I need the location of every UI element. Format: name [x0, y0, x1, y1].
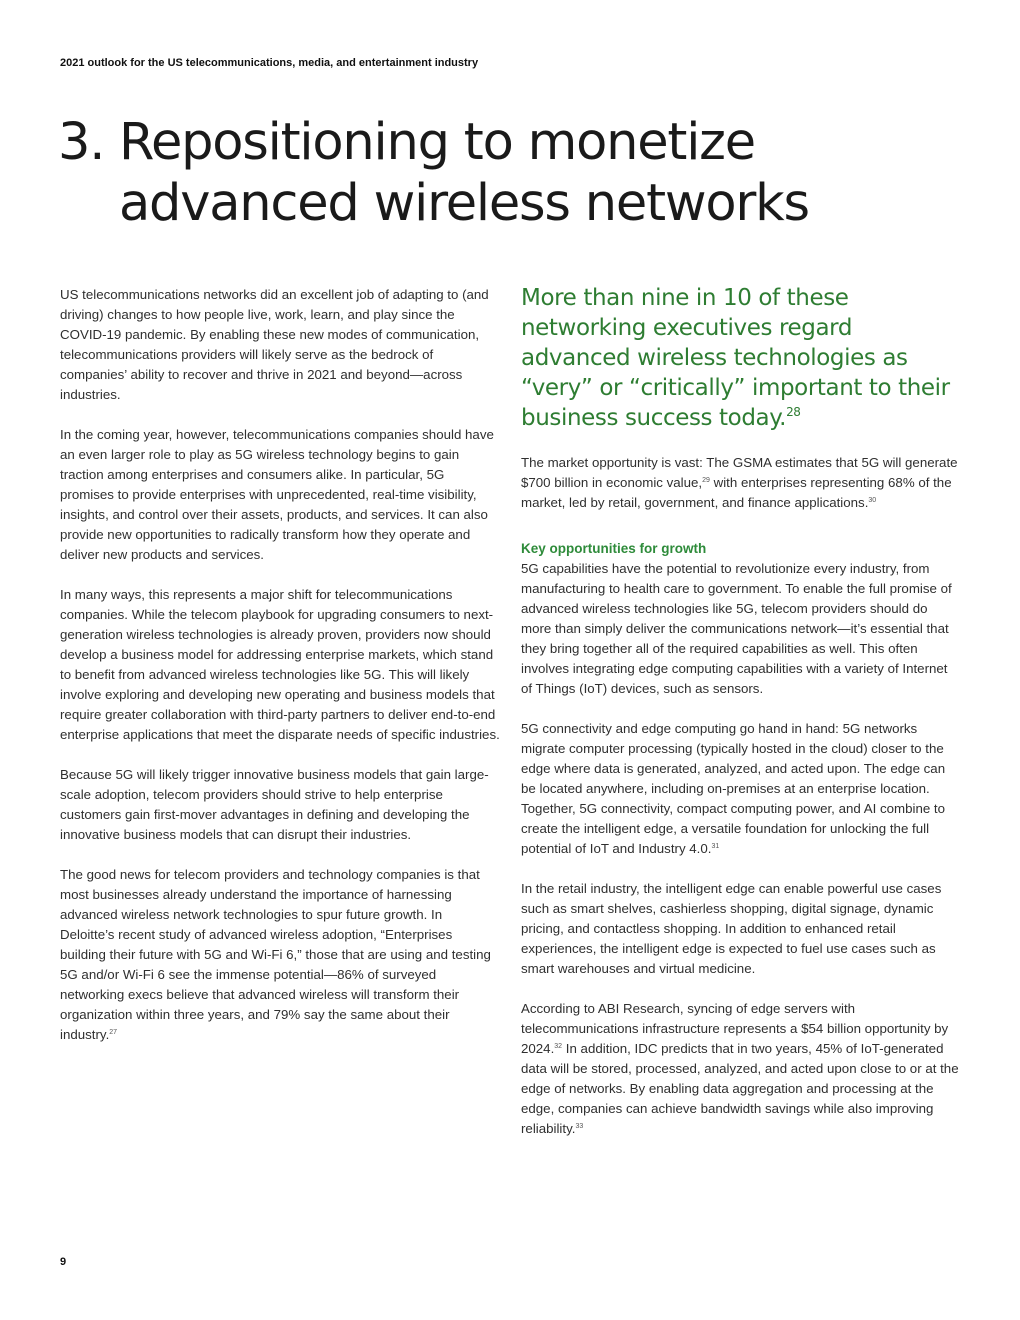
footnote-ref: 31 — [711, 843, 720, 850]
chapter-title-text: Repositioning to monetize advanced wireless networks — [119, 113, 809, 233]
good-news-text: The good news for telecom providers and technology companies is that most businesses already understand the importance of harnessing advanced wireless network technologies to spur future growth. In Deloitte’s recent study of advanced wireless adoption, “Enterprises building their future with 5G and Wi-Fi 6,” those that are using and testing 5G and/or Wi-Fi 6 see the immense potential—86% of surveyed networking execs believe that advanced wireless will transform their organization within three years, and 79% say the same about their industry. — [60, 867, 491, 1042]
paragraph-opportunities: 5G capabilities have the potential to revolutionize every industry, from manufacturing to health care to government. To enable the full promise of advanced wireless technologies like 5G, telecom providers should do more than simply deliver the communications network—it’s essential that they bring together all of the required capabilities as well. This often involves integrating edge computing capabilities with a variety of Internet of Things (IoT) devices, such as sensors. — [521, 561, 952, 696]
chapter-number: 3. — [58, 113, 105, 172]
paragraph-retail: In the retail industry, the intelligent edge can enable powerful use cases such as smart shelves, cashierless shopping, digital signage, dynamic pricing, and contactless shopping. In addition to enhanced retail experiences, the intelligent edge is expected to fuel use cases such as smart warehouses and virtual medicine. — [521, 881, 942, 976]
abi-text-a: According to ABI Research, syncing of edge servers with telecommunications infrastructure represents a $54 billion opportunity by 2024. — [521, 1001, 949, 1056]
chapter-title — [58, 112, 958, 234]
footnote-ref: 33 — [575, 1123, 584, 1130]
footnote-ref: 27 — [109, 1029, 118, 1036]
running-header: 2021 outlook for the US telecommunications, media, and entertainment industry — [60, 57, 479, 69]
left-column — [60, 285, 500, 1065]
paragraph-intro: US telecommunications networks did an excellent job of adapting to (and driving) changes to how people live, work, learn, and play since the COVID-19 pandemic. By enabling these new modes of communication, telecommunications providers will likely serve as the bedrock of companies’ ability to recover and thrive in 2021 and beyond—across industries. — [60, 287, 489, 402]
pull-quote-text: More than nine in 10 of these networking executives regard advanced wireless technologies as “very” or “critically” important to their business success today. — [521, 285, 950, 431]
abi-text-b: In addition, IDC predicts that in two years, 45% of IoT-generated data will be stored, processed, analyzed, and acted upon close to or at the edge of networks. By enabling data aggregation and processing at the edge, companies can achieve bandwidth savings while also improving reliability. — [521, 1041, 959, 1136]
paragraph-major-shift: In many ways, this represents a major shift for telecommunications companies. While the telecom playbook for upgrading consumers to next-generation wireless technologies is already proven, providers now should develop a business model for addressing enterprise markets, which stand to benefit from advanced wireless technologies like 5G. This will likely involve exploring and developing new operating and business models that require greater collaboration with third-party partners to deliver end-to-end enterprise applications that meet the disparate needs of specific industries. — [60, 587, 500, 742]
market-text-b: with enterprises representing 68% of the market, led by retail, government, and finance applications. — [521, 475, 952, 510]
pull-quote — [521, 283, 961, 433]
paragraph-good-news — [60, 865, 500, 1045]
edge-text: 5G connectivity and edge computing go hand in hand: 5G networks migrate computer processing (typically hosted in the cloud) closer to the edge where data is generated, analyzed, and acted upon. The edge can be located anywhere, including on-premises at an enterprise location. Together, 5G connectivity, compact computing power, and AI combine to create the intelligent edge, a versatile foundation for unlocking the full potential of IoT and Industry 4.0. — [521, 721, 946, 856]
page-number: 9 — [60, 1256, 67, 1268]
right-column — [521, 283, 961, 1159]
paragraph-edge — [521, 719, 961, 859]
footnote-ref: 30 — [868, 497, 877, 504]
footnote-ref: 32 — [554, 1043, 563, 1050]
paragraph-market — [521, 453, 961, 513]
paragraph-coming-year: In the coming year, however, telecommunications companies should have an even larger role to play as 5G wireless technology begins to gain traction among enterprises and consumers alike. In particular, 5G promises to provide enterprises with unprecedented, real-time visibility, insights, and control over their assets, products, and services. It can also provide new opportunities to radically transform how they operate and deliver new products and services. — [60, 427, 494, 562]
paragraph-abi — [521, 999, 961, 1139]
section-heading: Key opportunities for growth — [521, 541, 707, 556]
footnote-ref: 29 — [702, 477, 710, 484]
market-text-a: The market opportunity is vast: The GSMA estimates that 5G will generate $700 billion in economic value, — [521, 455, 958, 490]
paragraph-first-mover: Because 5G will likely trigger innovative business models that gain large-scale adoption, telecom providers should strive to help enterprise customers gain first-mover advantages in defining and developing the innovative business models that can disrupt their industries. — [60, 767, 489, 842]
footnote-ref: 28 — [786, 405, 801, 419]
